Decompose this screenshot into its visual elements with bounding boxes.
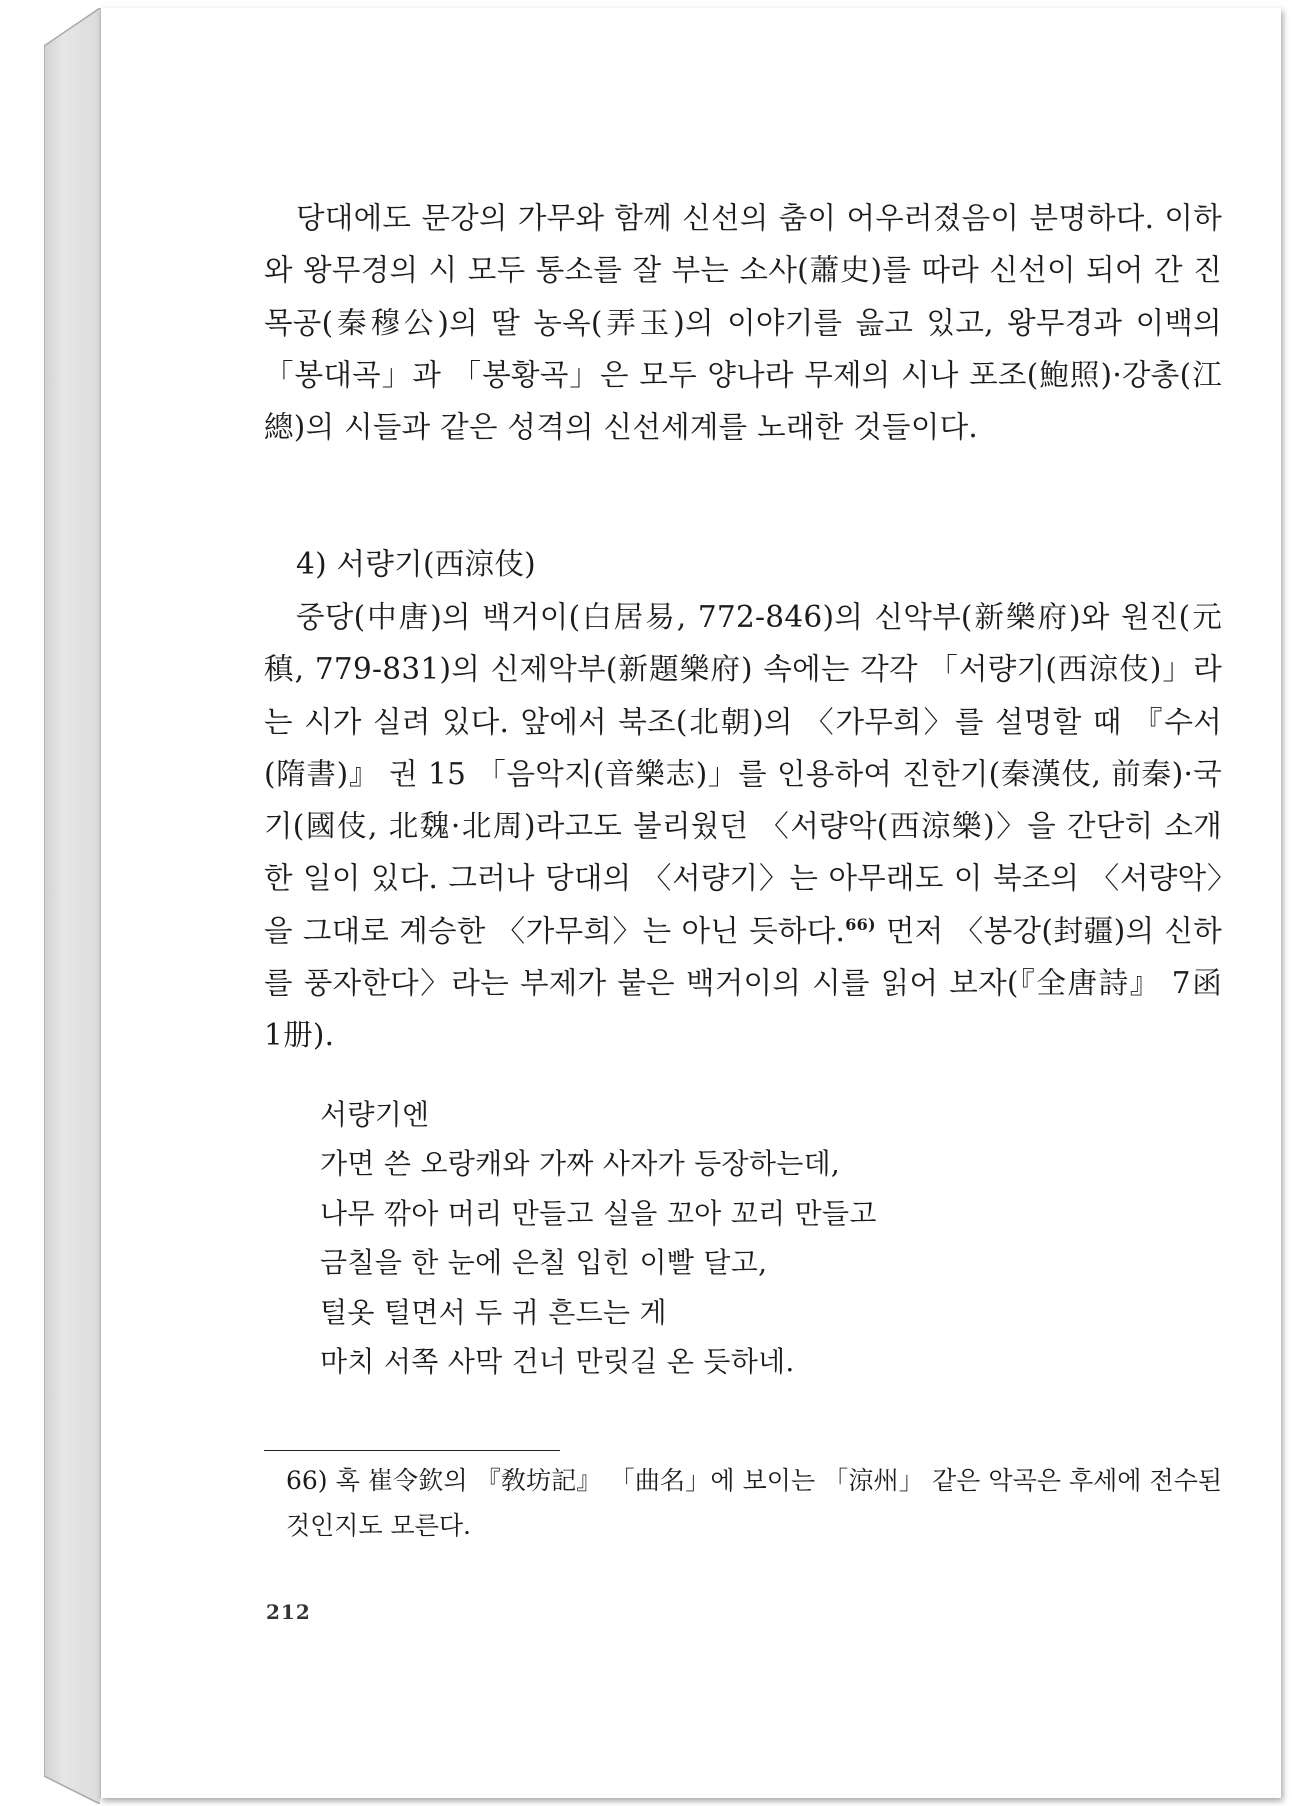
poem-line: 금칠을 한 눈에 은칠 입힌 이빨 달고, xyxy=(320,1246,768,1280)
poem-block xyxy=(320,1090,877,1386)
poem-line: 나무 깎아 머리 만들고 실을 꼬아 꼬리 만들고 xyxy=(320,1196,877,1230)
footnote-text: 혹 崔令欽의 『敎坊記』 「曲名」에 보이는 「涼州」 같은 악곡은 후세에 전수된 것인지도 모른다. xyxy=(286,1466,1222,1540)
book-page xyxy=(100,8,1281,1798)
footnote-divider xyxy=(264,1450,560,1451)
footnote xyxy=(264,1459,1222,1549)
body-paragraph: 당대에도 문강의 가무와 함께 신선의 춤이 어우러졌음이 분명하다. 이하와 왕무경의 시 모두 통소를 잘 부는 소사(蕭史)를 따라 신선이 되어 간 진목공(秦穆公)의 딸 농옥(弄玉)의 이야기를 읊고 있고, 왕무경과 이백의 「봉대곡」과 「봉황곡」은 모두 양나라 무제의 시나 포조(鮑照)·강총(江總)의 시들과 같은 성격의 신선세계를 노래한 것들이다. xyxy=(264,201,1222,445)
page-number: 212 xyxy=(266,1600,311,1624)
poem-line: 마치 서쪽 사막 건너 만릿길 온 듯하네. xyxy=(320,1345,795,1379)
poem-line: 가면 쓴 오랑캐와 가짜 사자가 등장하는데, xyxy=(320,1147,841,1181)
poem-line: 서량기엔 xyxy=(320,1098,430,1131)
section-heading: 4) 서량기(西涼伎) xyxy=(296,547,536,581)
footnote-marker: 66) xyxy=(286,1466,328,1495)
poem-line: 털옷 털면서 두 귀 흔드는 게 xyxy=(320,1295,667,1329)
section-body-text-continued: 먼저 〈봉강(封疆)의 신하를 풍자한다〉라는 부제가 붙은 백거이의 시를 읽어 보자(『全唐詩』 7函 1册). xyxy=(264,913,1222,1053)
section-body-paragraph xyxy=(264,591,1222,1062)
footnote-reference: 66) xyxy=(845,914,876,934)
section-body-text: 중당(中唐)의 백거이(白居易, 772-846)의 신악부(新樂府)와 원진(元稹, 779-831)의 신제악부(新題樂府) 속에는 각각 「서량기(西涼伎)」라는 시가 실려 있다. 앞에서 북조(北朝)의 〈가무희〉를 설명할 때 『수서(隋書)』 권 15 「음악지(音樂志)」를 인용하여 진한기(秦漢伎, 前秦)·국기(國伎, 北魏·北周)라고도 불리웠던 〈서량악(西涼樂)〉을 간단히 소개한 일이 있다. 그러나 당대의 〈서량기〉는 아무래도 이 북조의 〈서량악〉을 그대로 계승한 〈가무희〉는 아닌 듯하다. xyxy=(264,600,1222,948)
book-spine xyxy=(44,8,100,1804)
